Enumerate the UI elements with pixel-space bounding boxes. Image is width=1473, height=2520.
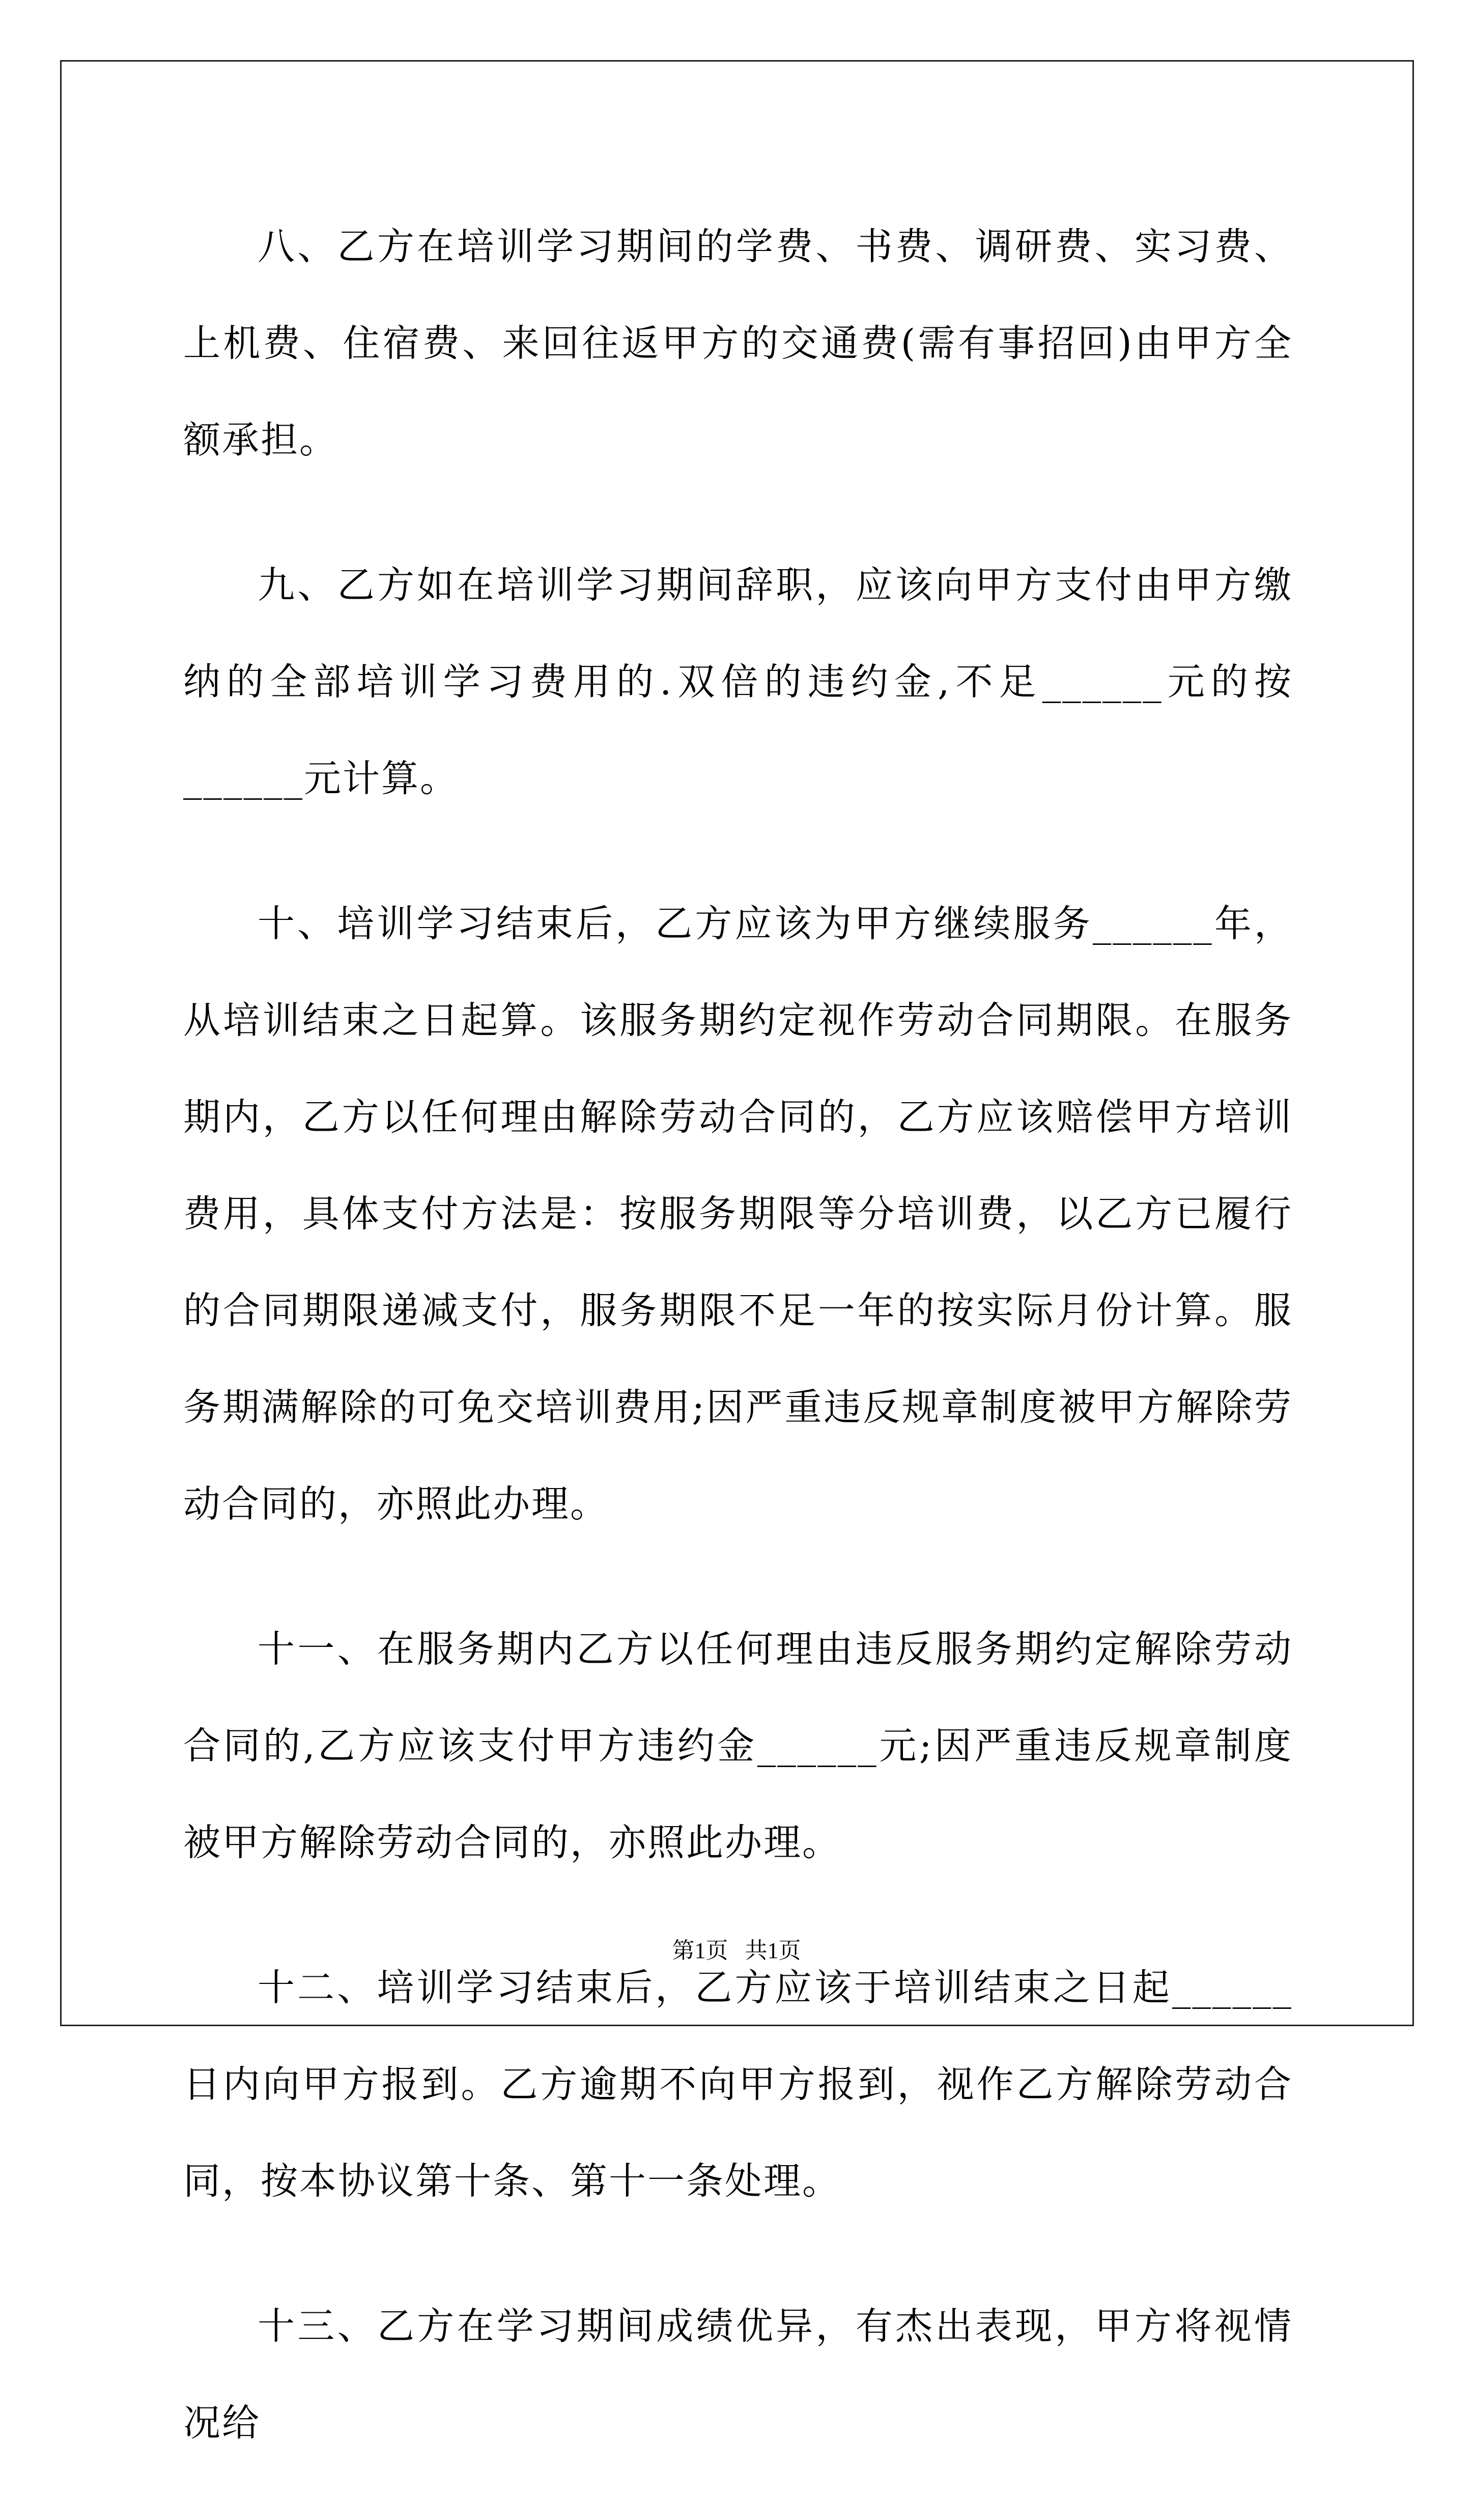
paragraph-clause-12: 十二、培训学习结束后，乙方应该于培训结束之日起______日内向甲方报到。乙方逾期不向甲方报到，视作乙方解除劳动合同，按本协议第十条、第十一条处理。 (183, 1966, 1293, 2203)
paragraph-clause-11: 十一、在服务期内乙方以任何理由违反服务期约定解除劳动合同的,乙方应该支付甲方违约金______元;因严重违反规章制度被甲方解除劳动合同的，亦照此办理。 (183, 1628, 1293, 1864)
page-number-footer: 第1页 共1页 (672, 1938, 801, 1963)
paragraph-clause-13: 十三、乙方在学习期间成绩优异，有杰出表现，甲方将视情况给 (183, 2305, 1293, 2445)
paragraph-clause-8: 八、乙方在培训学习期间的学费、书费、调研费、实习费、上机费、住宿费、来回往返甲方的交通费(需有事招回)由甲方全额承担。 (183, 225, 1293, 462)
paragraph-clause-10: 十、培训学习结束后，乙方应该为甲方继续服务______年，从培训结束之日起算。该服务期约定视作劳动合同期限。在服务期内，乙方以任何理由解除劳动合同的，乙方应该赔偿甲方培训费用，具体支付方法是：按服务期限等分培训费，以乙方已履行的合同期限递减支付，服务期限不足一年的按实际月份计算。服务期满解除的可免交培训费用;因严重违反规章制度被甲方解除劳动合同的，亦照此办理。 (183, 902, 1293, 1526)
document-body (183, 199, 1293, 2520)
paragraph-clause-9: 九、乙方如在培训学习期间辞职，应该向甲方支付由甲方缴纳的全部培训学习费用的.双倍的违约金,不足______元的按______元计算。 (183, 564, 1293, 800)
